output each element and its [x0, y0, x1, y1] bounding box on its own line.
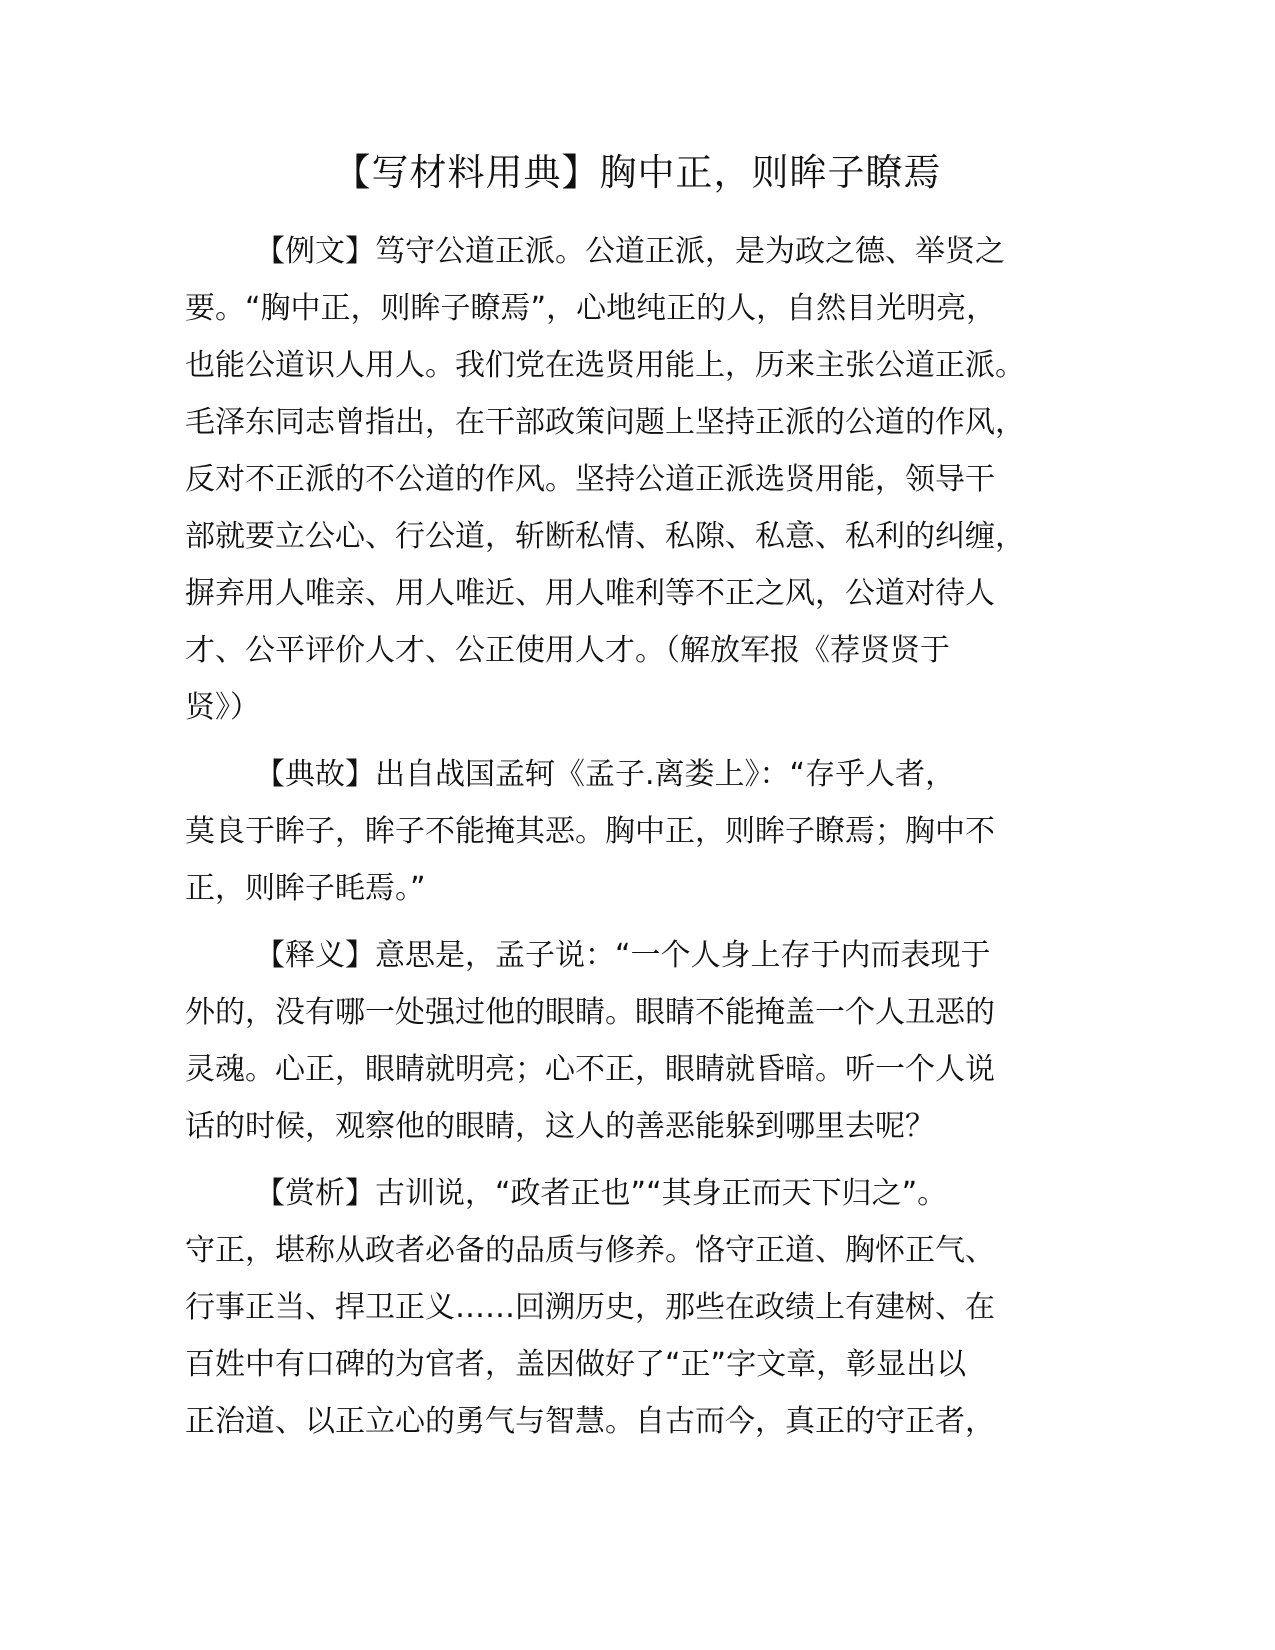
paragraph-line: 话的时候，观察他的眼睛，这人的善恶能躲到哪里去呢？ — [185, 1109, 935, 1144]
paragraph-line: 部就要立公心、行公道，斩断私情、私隙、私意、私利的纠缠， — [185, 519, 1025, 554]
document-title: 【写材料用典】胸中正，则眸子瞭焉 — [333, 151, 942, 194]
paragraph-line: 也能公道识人用人。我们党在选贤用能上，历来主张公道正派。 — [185, 348, 1025, 383]
paragraph-line: 行事正当、捍卫正义……回溯历史，那些在政绩上有建树、在 — [185, 1290, 995, 1325]
paragraph-line: 贤》） — [185, 690, 260, 725]
paragraph-line: 反对不正派的不公道的作风。坚持公道正派选贤用能，领导干 — [185, 462, 995, 497]
paragraph-line: 【例文】笃守公道正派。公道正派，是为政之德、举贤之 — [255, 234, 1005, 269]
paragraph-line: 【典故】出自战国孟轲《孟子.离娄上》：“存乎人者， — [255, 757, 956, 792]
paragraph-line: 正治道、以正立心的勇气与智慧。自古而今，真正的守正者， — [185, 1404, 995, 1439]
paragraph-line: 守正，堪称从政者必备的品质与修养。恪守正道、胸怀正气、 — [185, 1233, 995, 1268]
paragraph-line: 要。“胸中正，则眸子瞭焉”，心地纯正的人，自然目光明亮， — [185, 291, 997, 326]
paragraph-line: 毛泽东同志曾指出，在干部政策问题上坚持正派的公道的作风， — [185, 405, 1025, 440]
paragraph-allusion — [185, 746, 1095, 917]
paragraph-line: 【赏析】古训说，“政者正也”“其身正而天下归之”。 — [255, 1176, 948, 1211]
paragraph-line: 莫良于眸子，眸子不能掩其恶。胸中正，则眸子瞭焉；胸中不 — [185, 814, 995, 849]
paragraph-line: 【释义】意思是，孟子说：“一个人身上存于内而表现于 — [255, 938, 991, 973]
paragraph-line: 摒弃用人唯亲、用人唯近、用人唯利等不正之风，公道对待人 — [185, 576, 995, 611]
paragraph-line: 正，则眸子眊焉。” — [185, 871, 426, 906]
paragraph-line: 外的，没有哪一处强过他的眼睛。眼睛不能掩盖一个人丑恶的 — [185, 995, 995, 1030]
paragraph-appreciation — [185, 1165, 1095, 1450]
paragraph-line: 灵魂。心正，眼睛就明亮；心不正，眼睛就昏暗。听一个人说 — [185, 1052, 995, 1087]
paragraph-example — [185, 223, 1095, 736]
paragraph-meaning — [185, 927, 1095, 1155]
document-body — [185, 223, 1095, 1460]
paragraph-line: 才、公平评价人才、公正使用人才。（解放军报《荐贤贤于 — [185, 633, 950, 668]
paragraph-line: 百姓中有口碑的为官者，盖因做好了“正”字文章，彰显出以 — [185, 1347, 967, 1382]
